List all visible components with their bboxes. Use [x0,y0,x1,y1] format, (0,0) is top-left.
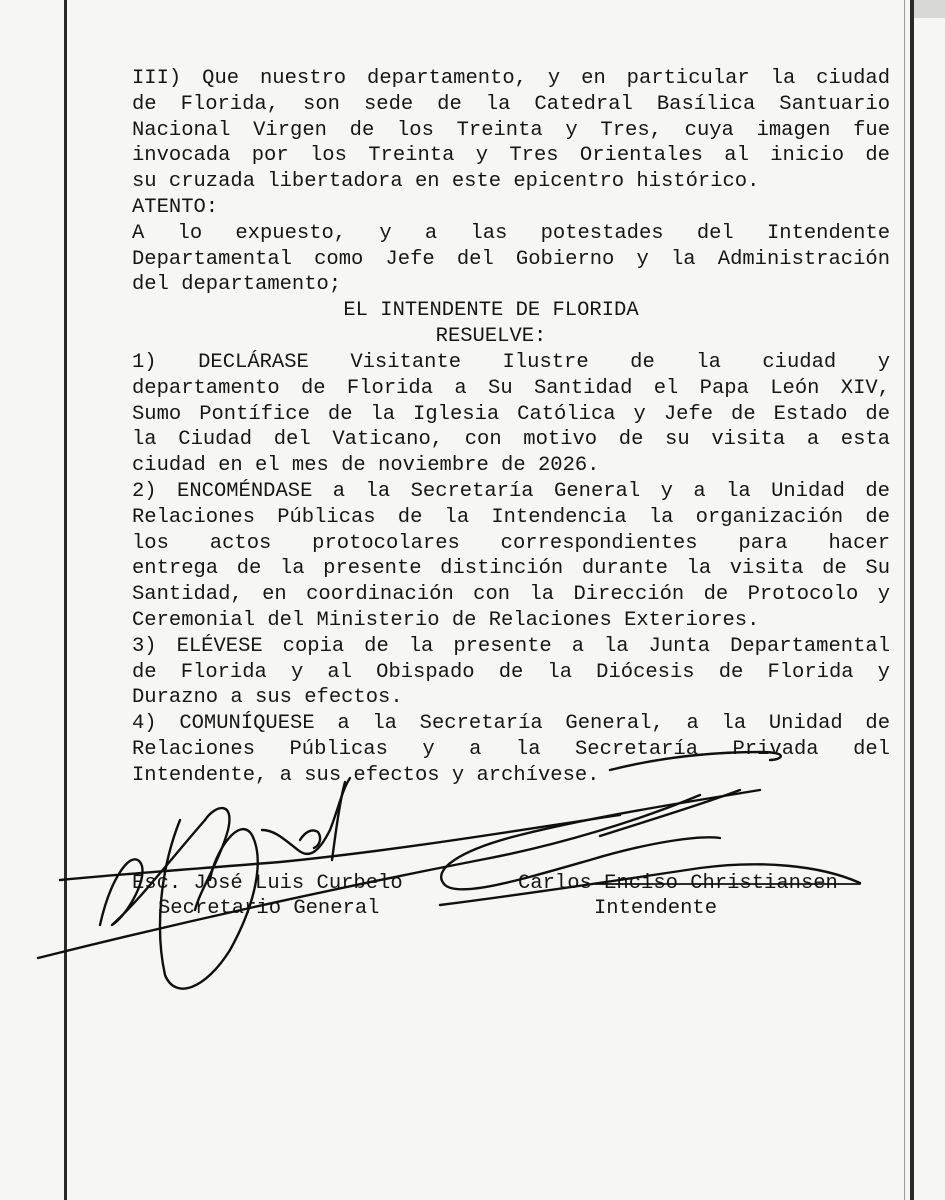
heading-intendente: EL INTENDENTE DE FLORIDA [343,299,639,323]
left-signature-stroke [332,782,345,860]
resolve-line: 2) ENCOMÉNDASE a la Secretaría General y a la Unidad de [132,479,890,503]
page-border-right [910,0,914,1200]
signatory-left-title: Secretario General [158,897,380,920]
page-border-left [64,0,67,1200]
resolve-line: los actos protocolares correspondientes para hacer [132,531,890,555]
text-line: su cruzada libertadora en este epicentro histórico. [132,170,760,194]
resolve-line: Ceremonial del Ministerio de Relaciones Exteriores. [132,608,760,632]
resolve-line: Santidad, en coordinación con la Dirección de Protocolo y [132,583,890,607]
resolve-line: Relaciones Públicas y a la Secretaría Privada del [132,737,890,761]
right-signature-stroke [600,790,740,836]
resolve-line: de Florida y al Obispado de la Diócesis de Florida y [132,660,890,684]
resolve-line: departamento de Florida a Su Santidad el Papa León XIV, [132,376,890,400]
left-signature-stroke [262,778,350,854]
considerando-section [132,66,890,350]
left-signature-stroke [300,830,320,848]
resolve-line: 4) COMUNÍQUESE a la Secretaría General, a la Unidad de [132,712,890,736]
signatory-left-name: Esc. José Luis Curbelo [132,872,403,895]
scan-corner-artifact [912,0,945,18]
text-line: III) Que nuestro departamento, y en particular la ciudad [132,67,890,90]
resolve-line: Sumo Pontífice de la Iglesia Católica y Jefe de Estado de [132,402,890,426]
resolve-line: ciudad en el mes de noviembre de 2026. [132,454,600,478]
resolve-line: entrega de la presente distinción durante la visita de Su [132,557,890,581]
text-line: Departamental como Jefe del Gobierno y la Administración [132,247,890,271]
resolve-line: 3) ELÉVESE copia de la presente a la Junta Departamental [132,634,890,658]
text-line: A lo expuesto, y a las potestades del Intendente [132,221,890,245]
resolve-line: Durazno a sus efectos. [132,686,403,710]
text-line: del departamento; [132,273,342,297]
signatory-right-name: Carlos Enciso Christiansen [518,872,838,895]
heading-resuelve: RESUELVE: [435,324,547,348]
resolve-line: la Ciudad del Vaticano, con motivo de su visita a esta [132,428,890,452]
resolve-section [132,350,890,789]
resolve-line: Intendente, a sus efectos y archívese. [132,763,600,787]
signatory-right-title: Intendente [594,897,718,920]
atento-label: ATENTO: [132,195,219,219]
page-border-right-inner [904,0,905,1200]
text-line: invocada por los Treinta y Tres Orientales al inicio de [132,144,890,168]
resolve-line: Relaciones Públicas de la Intendencia la organización de [132,505,890,529]
text-line: de Florida, son sede de la Catedral Basílica Santuario [132,92,890,116]
text-line: Nacional Virgen de los Treinta y Tres, cuya imagen fue [132,118,890,142]
resolve-line: 1) DECLÁRASE Visitante Ilustre de la ciudad y [132,351,890,374]
